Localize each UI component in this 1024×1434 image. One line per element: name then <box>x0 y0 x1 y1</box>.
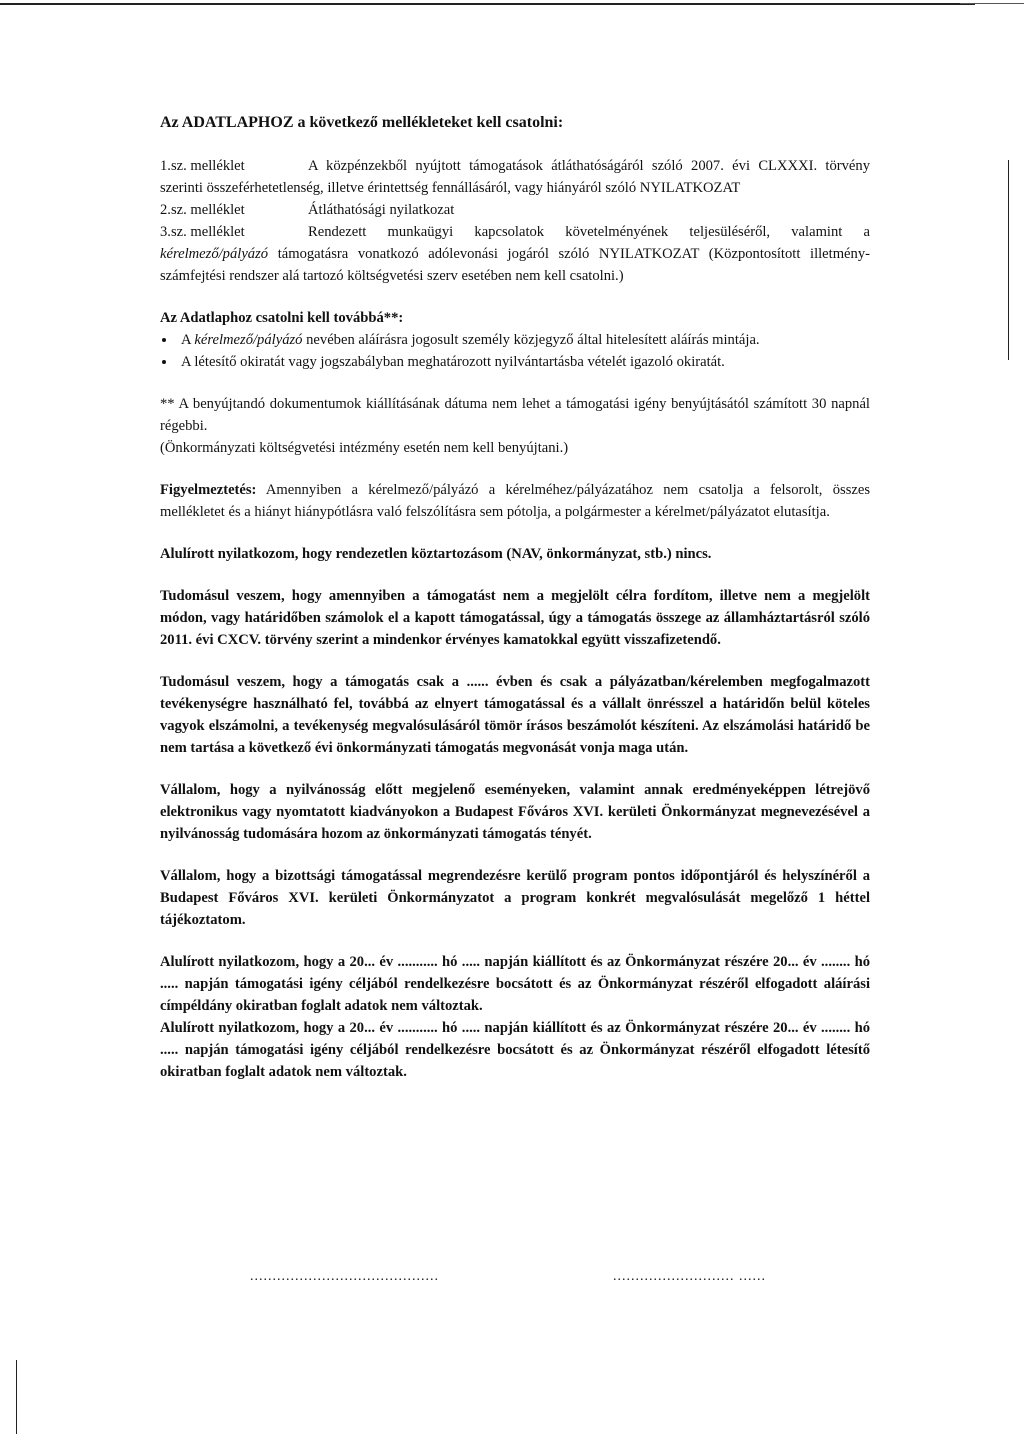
annex-3 <box>160 221 870 287</box>
additional-heading: Az Adatlaphoz csatolni kell továbbá**: <box>160 310 404 326</box>
declaration-4: Vállalom, hogy a nyilvánosság előtt megjelenő eseményeken, valamint annak eredményeképpen létrejövő elektronikus vagy nyomtatott kiadványokon a Budapest Főváros XVI. kerületi Önkormányzat megnevezésével a nyilvánosság tudomására hozom az önkormányzati támogatás tényét. <box>160 782 870 842</box>
annex-3-text-italic: kérelmező/pályázó <box>160 246 269 262</box>
additional-item-1-b: nevében aláírásra jogosult személy közjegyző által hitelesített aláírás mintája. <box>306 332 760 348</box>
scan-edge-line-bottom <box>16 1360 17 1434</box>
warning-label: Figyelmeztetés: <box>160 482 257 498</box>
top-border-line <box>0 3 975 5</box>
annex-3-text-b: támogatásra vonatkozó adólevonási jogáról szóló NYILATKOZAT (Központosított illetmény-számfejtési rendszer alá tartozó költségvetési szerv esetében nem kell csatolni.) <box>160 246 870 284</box>
annex-3-label: 3.sz. melléklet <box>160 224 245 240</box>
annex-1-label: 1.sz. melléklet <box>160 158 245 174</box>
annex-heading: Az ADATLAPHOZ a következő mellékleteket kell csatolni: <box>160 114 564 131</box>
footnote-line-2: (Önkormányzati költségvetési intézmény esetén nem kell benyújtani.) <box>160 440 569 456</box>
signature-line-left: .......................................... <box>250 1269 439 1284</box>
annex-1-text: A közpénzekből nyújtott támogatások átláthatóságáról szóló 2007. évi CLXXXI. törvény szerinti összeférhetetlenség, illetve érintettség fennállásáról, vagy hiányáról szóló NYILATKOZAT <box>160 158 870 196</box>
scan-edge-line <box>1008 160 1009 360</box>
final-declaration-2: Alulírott nyilatkozom, hogy a 20... év ........... hó ..... napján kiállított és az Önkormányzat részére 20... év ........ hó ..... napján támogatási igény céljából rendelkezésre bocsátott és az Önkormányzat részéről elfogadott létesítő okiratban foglalt adatok nem változtak. <box>160 1020 870 1080</box>
additional-item-2: A létesítő okiratát vagy jogszabályban meghatározott nyilvántartásba vételét igazoló okiratát. <box>160 351 870 373</box>
additional-list <box>160 329 870 373</box>
signature-line-right: ........................... ...... <box>613 1269 766 1284</box>
document-body <box>160 112 870 1083</box>
annex-2-text: Átláthatósági nyilatkozat <box>308 202 455 218</box>
declaration-5: Vállalom, hogy a bizottsági támogatással megrendezésre kerülő program pontos időpontjáról és helyszínéről a Budapest Főváros XVI. kerületi Önkormányzatot a program konkrét megvalósulását megelőző 1 héttel tájékoztatom. <box>160 868 870 928</box>
additional-attachments <box>160 307 870 373</box>
annex-3-text-a: Rendezett munkaügyi kapcsolatok követelményének teljesüléséről, valamint a <box>308 224 870 240</box>
declaration-1: Alulírott nyilatkozom, hogy rendezetlen köztartozásom (NAV, önkormányzat, stb.) nincs. <box>160 546 712 562</box>
warning-paragraph <box>160 479 870 523</box>
declaration-3: Tudomásul veszem, hogy a támogatás csak a ...... évben és csak a pályázatban/kérelemben megfogalmazott tevékenységre használható fel, továbbá az elnyert támogatással és a vállalt önrésszel a határidőn belül köteles vagyok elszámolni, a tevékenység megvalósulásáról tömör írásos beszámolót készíteni. Az elszámolási határidő be nem tartása a következő évi önkormányzati támogatás megvonását vonja maga után. <box>160 674 870 756</box>
annex-2 <box>160 199 870 221</box>
warning-text: Amennyiben a kérelmező/pályázó a kérelméhez/pályázatához nem csatolja a felsorolt, összes mellékletet és a hiányt hiánypótlásra való felszólításra sem pótolja, a polgármester a kérelmet/pályázatot elutasítja. <box>160 482 871 520</box>
footnote <box>160 393 870 459</box>
final-declaration-1: Alulírott nyilatkozom, hogy a 20... év ........... hó ..... napján kiállított és az Önkormányzat részére 20... év ........ hó ..... napján támogatási igény céljából rendelkezésre bocsátott és az Önkormányzat részéről elfogadott aláírási címpéldány okiratban foglalt adatok nem változtak. <box>160 954 870 1014</box>
footnote-line-1: ** A benyújtandó dokumentumok kiállításának dátuma nem lehet a támogatási igény benyújtásától számított 30 napnál régebbi. <box>160 396 870 434</box>
annex-2-label: 2.sz. melléklet <box>160 202 245 218</box>
annex-list <box>160 155 870 287</box>
additional-item-1 <box>160 329 870 351</box>
additional-item-1-italic: kérelmező/pályázó <box>194 332 303 348</box>
declaration-2: Tudomásul veszem, hogy amennyiben a támogatást nem a megjelölt célra fordítom, illetve nem a megjelölt módon, vagy határidőben számolok el a kapott támogatással, úgy a támogatás összege az államháztartásról szóló 2011. évi CXCV. törvény szerint a mindenkor érvényes kamatokkal együtt visszafizetendő. <box>160 588 870 648</box>
annex-1 <box>160 155 870 199</box>
top-border-line-thin <box>960 3 1024 4</box>
additional-item-1-a: A <box>181 332 191 348</box>
